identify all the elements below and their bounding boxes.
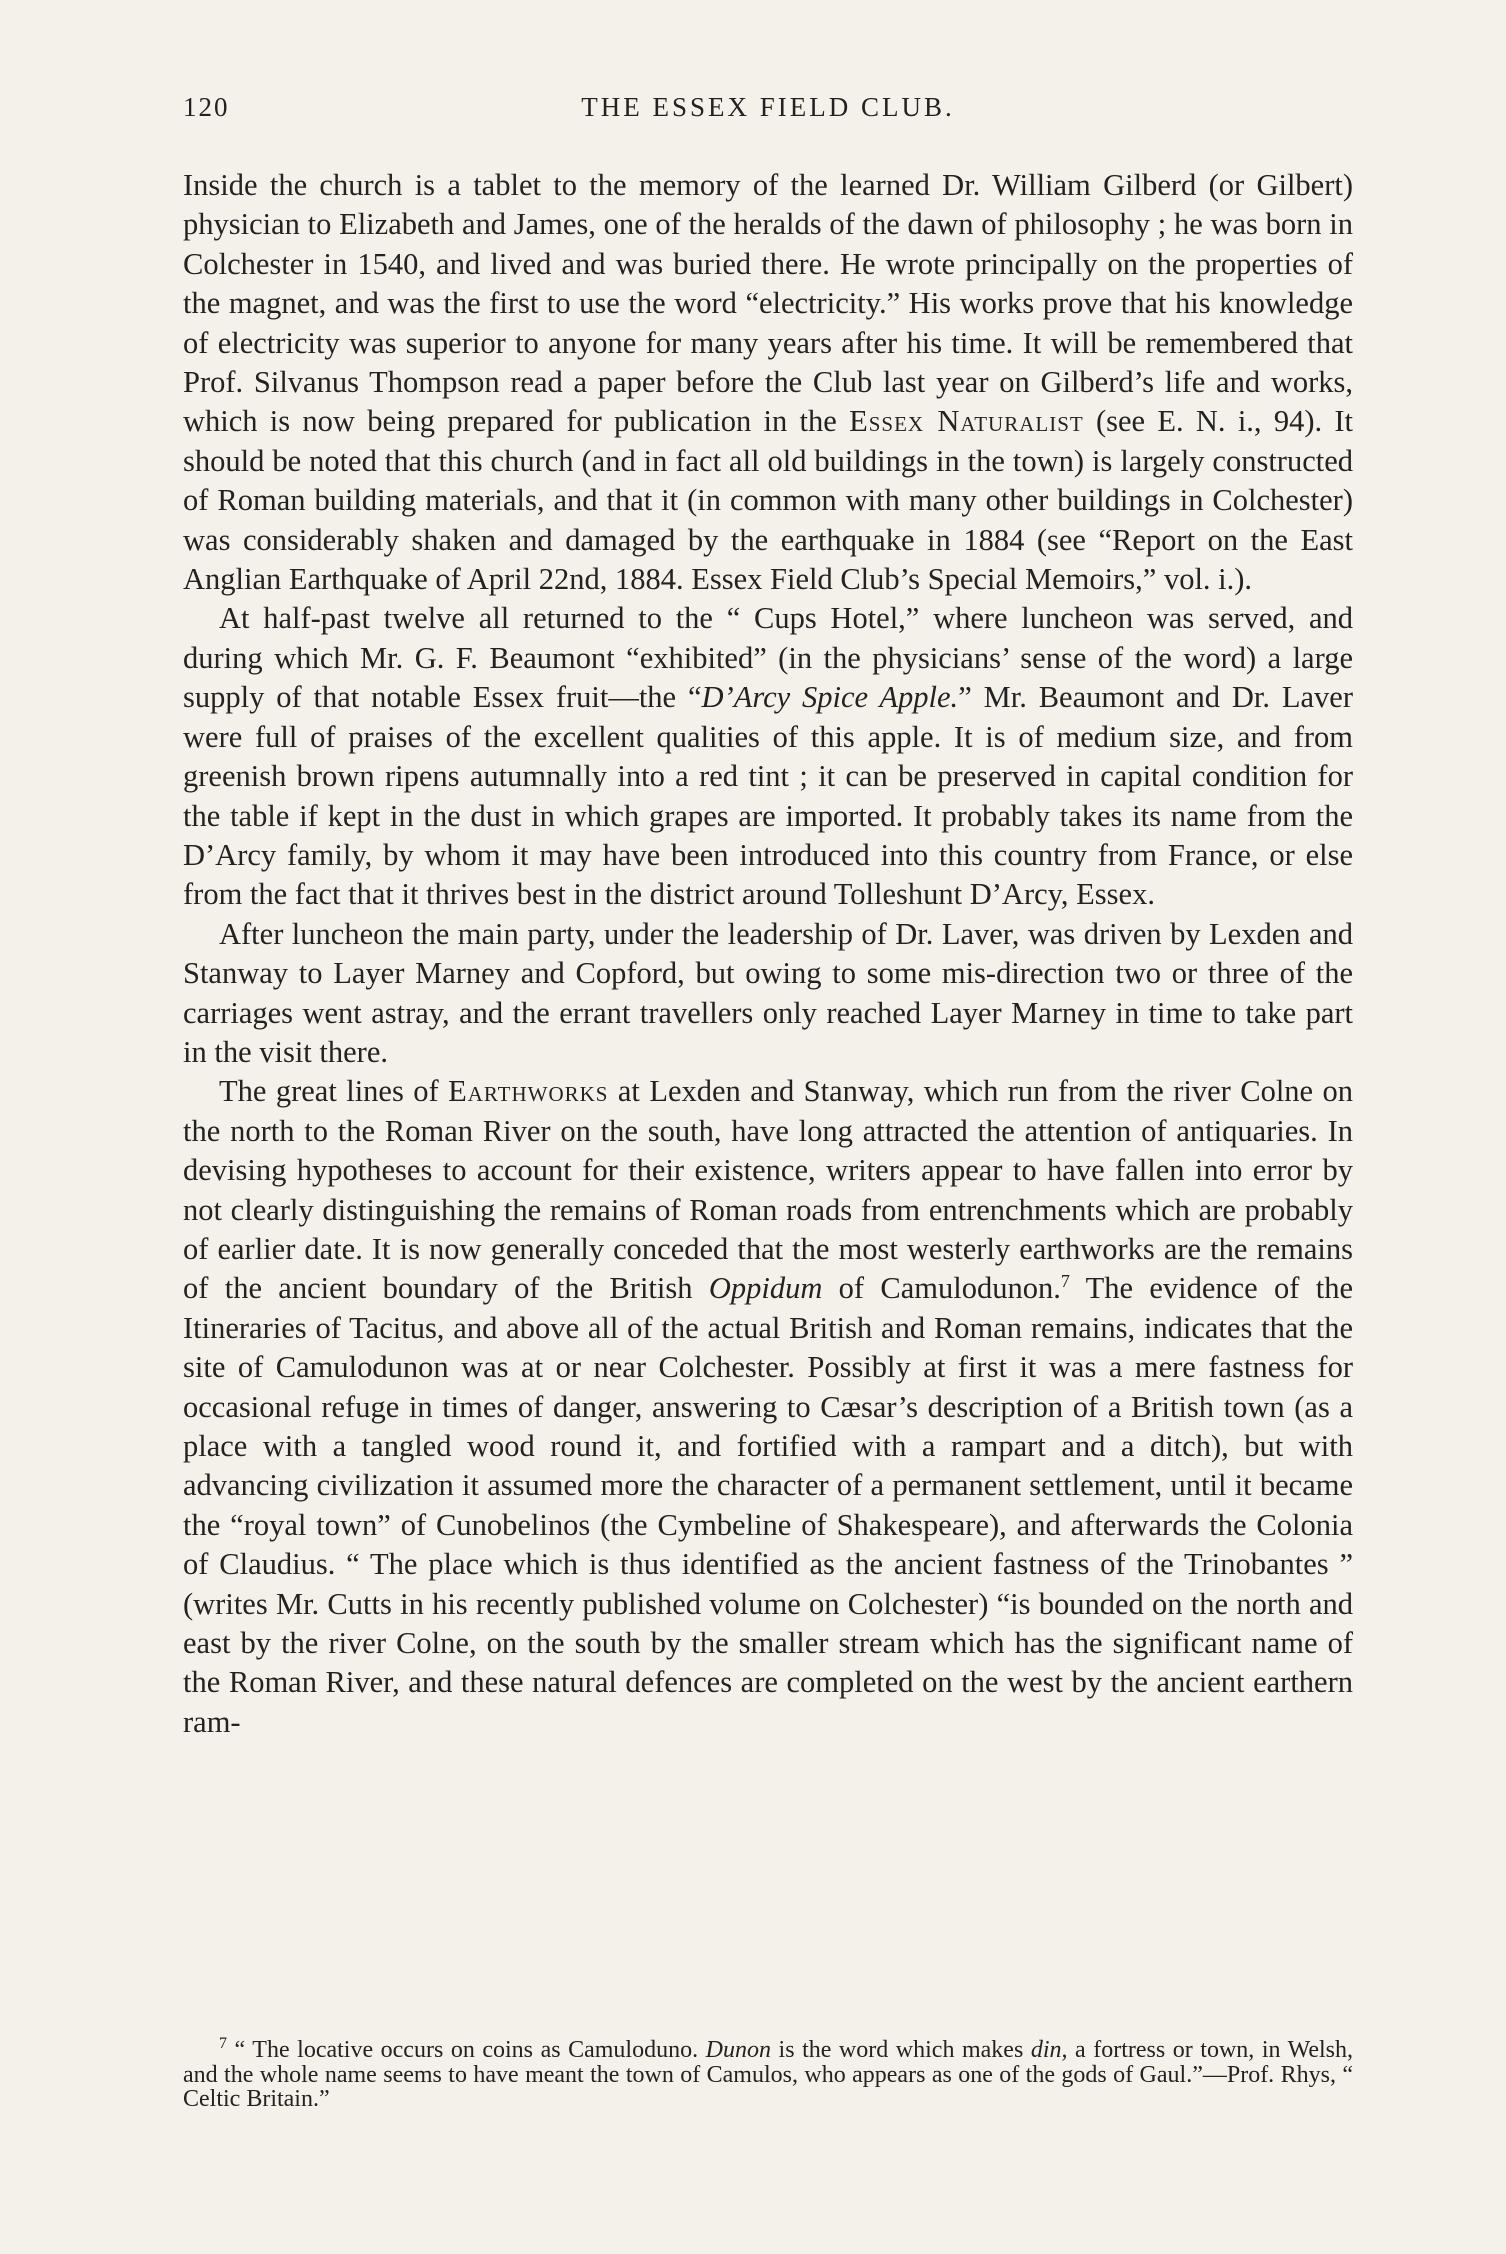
paragraph-text: Inside the church is a tablet to the memory of the learned Dr. William Gilberd (or Gilbert) physician to Elizabeth and James, one of the heralds of the dawn of philosophy ; he was born in Colchester in 1540, and lived and was buried there. He wrote principally on the properties of the magnet, and was the first to use the word “electricity.” His works prove that his knowledge of electricity was superior to anyone for many years after his time. It will be remembered that Prof. Silvanus Thompson read a paper before the Club last year on Gilberd’s life and works, which is now being prepared for publication in the xyxy=(183,168,1353,439)
footnote-mark: 7 xyxy=(219,2035,227,2052)
paragraph-gilberd xyxy=(183,166,1353,599)
footnote-reference: 7 xyxy=(1060,1271,1070,1292)
paragraph-text: At half-past twelve all returned to the “ Cups Hotel,” where luncheon was served, and during which Mr. G. F. Beaumont “exhibited” (in the physicians’ sense of the word) a large supply of that notable Essex fruit—the “ xyxy=(183,601,1353,715)
paragraph-text: After luncheon the main party, under the leadership of Dr. Laver, was driven by Lexden and Stanway to Layer Marney and Copford, but owing to some mis-direction two or three of the carriages went astray, and the errant travellers only reached Layer Marney in time to take part in the visit there. xyxy=(183,916,1353,1069)
running-head xyxy=(183,92,1353,132)
paragraph-after-luncheon xyxy=(183,915,1353,1073)
footnote-text xyxy=(183,2035,1353,2112)
paragraph-text: The great lines of xyxy=(219,1074,449,1109)
footnote xyxy=(183,2035,1353,2112)
footnote-segment: “ The locative occurs on coins as Camuloduno. xyxy=(227,2037,706,2063)
paragraph-text: ” Mr. Beaumont and Dr. Laver were full of praises of the excellent qualities of this apple. It is of medium size, and from greenish brown ripens autumnally into a red tint ; it can be preserved in capital condition for the table if kept in the dust in which grapes are imported. It probably takes its name from the D’Arcy family, by whom it may have been introduced into this country from France, or else from the fact that it thrives best in the district around Tolleshunt D’Arcy, Essex. xyxy=(183,680,1353,912)
paragraph-luncheon xyxy=(183,599,1353,914)
paragraph-earthworks xyxy=(183,1072,1353,1742)
section-term: Earthworks xyxy=(448,1074,609,1109)
footnote-italic: din, xyxy=(1030,2037,1068,2063)
footnote-italic: Dunon xyxy=(705,2037,771,2063)
paragraph-text: The evidence of the Itineraries of Tacitus, and above all of the actual British and Roman remains, indicates that the site of Camulodunon was at or near Colchester. Possibly at first it was a mere fastness for occasional refuge in times of danger, answering to Cæsar’s description of a British town (as a place with a tangled wood round it, and fortified with a rampart and a ditch), but with advancing civilization it assumed more the character of a permanent settlement, until it became the “royal town” of Cunobelinos (the Cymbeline of Shakespeare), and afterwards the Colonia of Claudius. “ The place which is thus identified as the ancient fastness of the Trinobantes ” (writes Mr. Cutts in his recently published volume on Colchester) “is bounded on the north and east by the river Colne, on the south by the smaller stream which has the significant name of the Roman River, and these natural defences are completed on the west by the ancient earthern ram- xyxy=(183,1271,1353,1739)
paragraph-text: of Camulodunon. xyxy=(822,1271,1061,1306)
latin-term: Oppidum xyxy=(708,1271,823,1306)
paragraph-text: (see E. N. i., 94). It should be noted that this church (and in fact all old buildings in the town) is largely constructed of Roman building materials, and that it (in common with many other buildings in Colchester) was considerably shaken and damaged by the earthquake in 1884 (see “Report on the East Anglian Earthquake of April 22nd, 1884. Essex Field Club’s Special Memoirs,” vol. i.). xyxy=(183,404,1354,597)
page-number: 120 xyxy=(183,92,230,122)
body-text xyxy=(183,166,1353,1742)
journal-title: Essex Naturalist xyxy=(849,404,1084,439)
footnote-segment: is the word which makes xyxy=(770,2037,1031,2063)
apple-name: D’Arcy Spice Apple. xyxy=(701,680,959,715)
footnote-segment: a fortress or town, in Welsh, and the whole name seems to have meant the town of Camulos, who appears as one of the gods of Gaul.”—Prof. Rhys, “ Celtic Britain.” xyxy=(183,2037,1353,2112)
paragraph-text: at Lexden and Stanway, which run from the river Colne on the north to the Roman River on the south, have long attracted the attention of antiquaries. In devising hypotheses to account for their existence, writers appear to have fallen into error by not clearly distinguishing the remains of Roman roads from entrenchments which are probably of earlier date. It is now generally conceded that the most westerly earthworks are the remains of the ancient boundary of the British xyxy=(183,1074,1354,1306)
running-title: THE ESSEX FIELD CLUB. xyxy=(581,92,955,122)
